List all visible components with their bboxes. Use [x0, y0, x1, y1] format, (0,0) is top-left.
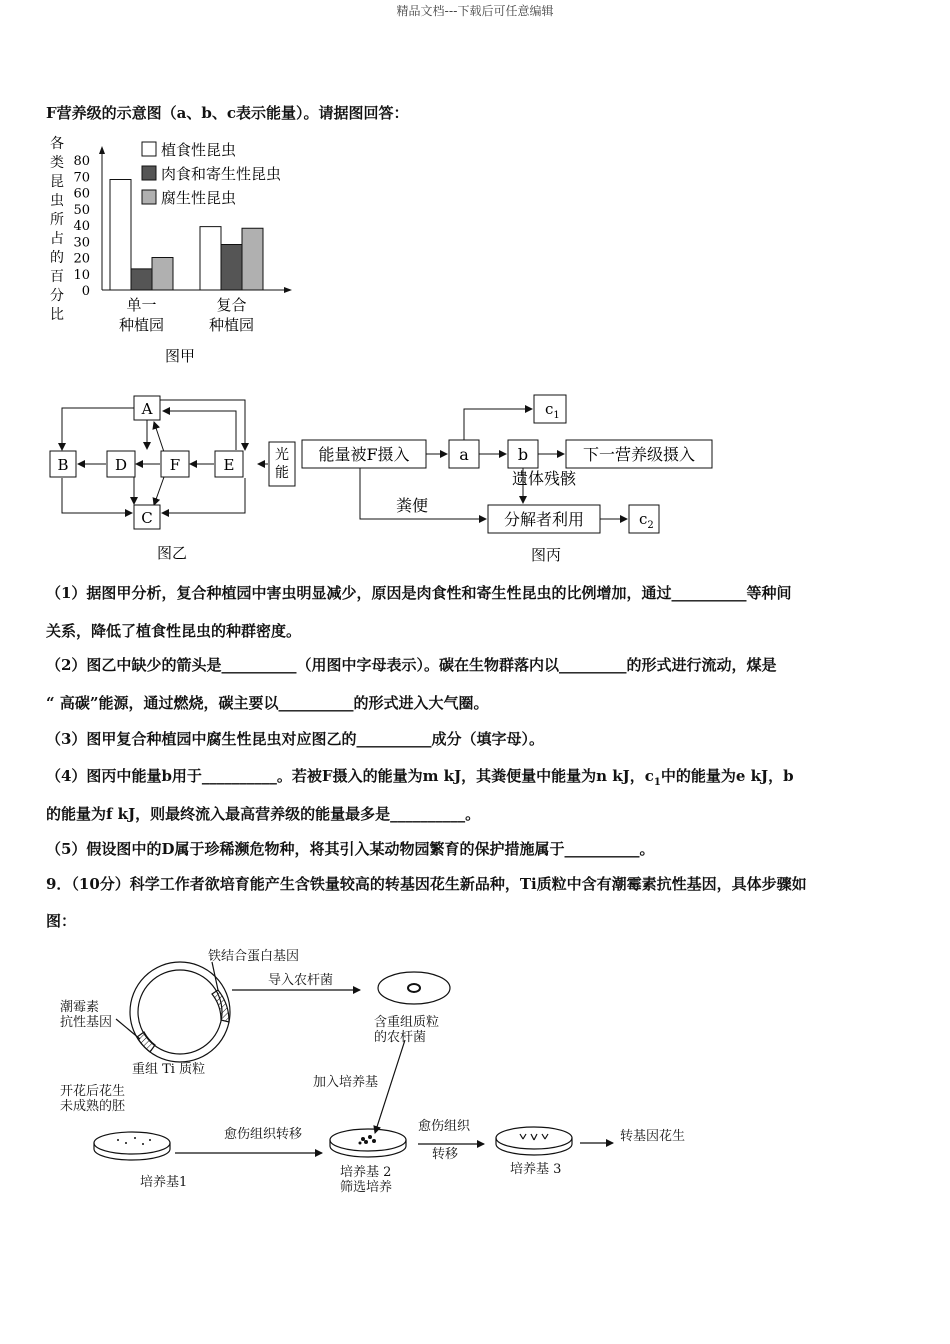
figure-intro: F营养级的示意图（a、b、c表示能量）。请据图回答： [46, 104, 409, 122]
dish-2-side [330, 1140, 406, 1157]
y-tick-label: 50 [73, 202, 90, 218]
y-axis-label-char: 虫 [50, 193, 64, 209]
arrow-e-to-a [163, 411, 236, 450]
add-medium-label: 加入培养基 [313, 1075, 379, 1090]
next-level-label: 下一营养级摄入 [582, 445, 696, 464]
dish-1-top [94, 1132, 170, 1154]
node-f: F [169, 456, 181, 474]
question-2-line-1: （2）图乙中缺少的箭头是__________（用图中字母表示）。碳在生物群落内以_________的形式进行流动，煤是 [46, 656, 777, 674]
chart-caption: 图甲 [164, 347, 196, 365]
question-9-line-2: 图： [46, 912, 77, 930]
question-1-line-1: （1）据图甲分析，复合种植园中害虫明显减少，原因是肉食性和寄生性昆虫的比例增加，通过__________等种间 [46, 584, 792, 602]
figure-ti-plasmid [40, 940, 720, 1200]
agro-label-1: 含重组质粒 [374, 1015, 440, 1030]
y-axis-label-char: 所 [50, 212, 64, 228]
question-5: （5）假设图中的D属于珍稀濒危物种，将其引入某动物园繁育的保护措施属于__________。 [46, 840, 655, 858]
legend-swatch [142, 190, 156, 204]
node-d: D [114, 456, 128, 474]
arrow-e-to-c [162, 478, 245, 513]
legend-label: 肉食和寄生性昆虫 [161, 165, 282, 183]
fig-yi-caption: 图乙 [156, 544, 188, 562]
bar-2-2 [221, 245, 242, 291]
y-tick-label: 60 [73, 186, 90, 202]
plasmid-in-cell [408, 984, 420, 992]
y-axis-arrow [99, 146, 105, 154]
callus-label-2a: 愈伤组织 [418, 1119, 471, 1134]
y-axis-label [50, 136, 64, 323]
y-axis-label-char: 分 [50, 288, 64, 304]
legend-label: 植食性昆虫 [161, 141, 237, 159]
feces-label: 粪便 [395, 496, 429, 515]
y-axis-label-char: 昆 [50, 174, 64, 190]
y-axis-label-char: 占 [50, 231, 64, 247]
legend-swatch [142, 142, 156, 156]
dish-2-top [330, 1129, 406, 1151]
x-category-label: 种植园 [208, 316, 255, 334]
y-axis-label-char: 百 [50, 269, 64, 285]
arrow-add-to-medium [375, 1040, 405, 1133]
x-category-label: 复合 [216, 296, 247, 314]
c1-label: $c_1$ [545, 400, 560, 421]
bar-1-1 [110, 180, 131, 291]
x-axis-arrow [284, 287, 292, 293]
question-3: （3）图甲复合种植园中腐生性昆虫对应图乙的__________成分（填字母）。 [46, 730, 544, 748]
medium-3-label: 培养基 3 [510, 1162, 562, 1177]
bar-chart-jia [40, 128, 330, 368]
y-axis-label-char: 的 [50, 250, 64, 266]
dish-1-side [94, 1143, 170, 1160]
medium-1-label: 培养基1 [140, 1175, 188, 1190]
iron-gene-label: 铁结合蛋白基因 [208, 949, 300, 964]
question-1-line-2: 关系，降低了植食性昆虫的种群密度。 [46, 622, 302, 640]
question-2-line-2: “ 高碳”能源，通过燃烧，碳主要以__________的形式进入大气圈。 [46, 694, 489, 712]
dish-3-side [496, 1138, 572, 1155]
hyg-label-1: 潮霉素 [60, 1000, 100, 1015]
arrow-f-to-a [154, 422, 164, 452]
arrow-f-to-c [154, 477, 164, 505]
node-c: C [141, 509, 153, 527]
bar-1-2 [200, 227, 221, 290]
light-energy-label: 光能 [275, 447, 289, 481]
fig-bing-caption: 图丙 [530, 546, 562, 564]
question-4-line-2: 的能量为f kJ，则最终流入最高营养级的能量最多是__________。 [46, 805, 481, 823]
x-category-label: 种植园 [118, 316, 165, 334]
callus-label-2b: 转移 [432, 1147, 459, 1162]
figure-bing [296, 388, 726, 568]
bar-3-2 [242, 228, 263, 290]
y-tick-label: 70 [73, 170, 90, 186]
node-a: A [141, 400, 153, 418]
figure-yi [40, 388, 310, 568]
legend-swatch [142, 166, 156, 180]
arrow-a-to-e [160, 400, 245, 450]
y-axis-label-char: 比 [50, 307, 64, 323]
arrow-b-to-c [62, 478, 132, 513]
y-tick-label: 30 [73, 235, 90, 251]
y-tick-label: 0 [81, 284, 90, 299]
agrobacterium-cell [378, 972, 450, 1004]
remains-label: 遗体残骸 [511, 469, 577, 488]
medium-2-label-b: 筛选培养 [340, 1180, 393, 1195]
agro-label-2: 的农杆菌 [374, 1030, 427, 1045]
bar-2-1 [131, 269, 152, 290]
bar-3-1 [152, 258, 173, 291]
plasmid-label: 重组 Ti 质粒 [132, 1062, 206, 1077]
hygromycin-gene-segment [137, 1032, 155, 1052]
callus-transfer-label: 愈伤组织转移 [224, 1127, 303, 1142]
embryo-label-2: 未成熟的胚 [60, 1099, 126, 1114]
intake-label: 能量被F摄入 [318, 445, 410, 464]
seedlings-icon [520, 1134, 548, 1140]
y-axis-label-char: 各 [50, 136, 64, 152]
y-axis-ticks [73, 154, 90, 299]
node-e: E [223, 456, 235, 474]
x-category-label: 单一 [126, 296, 157, 314]
y-axis-label-char: 类 [50, 155, 64, 171]
y-tick-label: 20 [73, 251, 90, 267]
legend-label: 腐生性昆虫 [161, 189, 237, 207]
a-label: a [459, 445, 469, 464]
b-label: b [517, 445, 529, 464]
arrow-a-to-c1 [464, 409, 532, 440]
y-tick-label: 10 [73, 267, 90, 283]
question-4-line-1: （4）图丙中能量b用于__________。若被F摄入的能量为m kJ，其粪便量中能量为n kJ，$c_1$中的能量为e kJ，b [46, 767, 794, 788]
node-b: B [57, 456, 69, 474]
arrow-a-to-b [62, 408, 134, 450]
hyg-label-2: 抗性基因 [60, 1015, 113, 1030]
y-tick-label: 80 [73, 154, 90, 169]
import-label: 导入农杆菌 [268, 973, 334, 988]
transgenic-label: 转基因花生 [620, 1129, 686, 1144]
decomposer-label: 分解者利用 [503, 510, 585, 529]
page-header: 精品文档---下载后可任意编辑 [396, 4, 554, 18]
y-tick-label: 40 [73, 219, 90, 234]
embryo-label-1: 开花后花生 [60, 1084, 126, 1099]
dish-3-top [496, 1127, 572, 1149]
medium-2-label-a: 培养基 2 [340, 1165, 392, 1180]
c2-label: $c_2$ [639, 510, 654, 531]
question-9-line-1: 9．（10分）科学工作者欲培育能产生含铁量较高的转基因花生新品种，Ti质粒中含有潮霉素抗性基因，具体步骤如 [46, 875, 807, 893]
hyg-gene-pointer [116, 1019, 140, 1039]
